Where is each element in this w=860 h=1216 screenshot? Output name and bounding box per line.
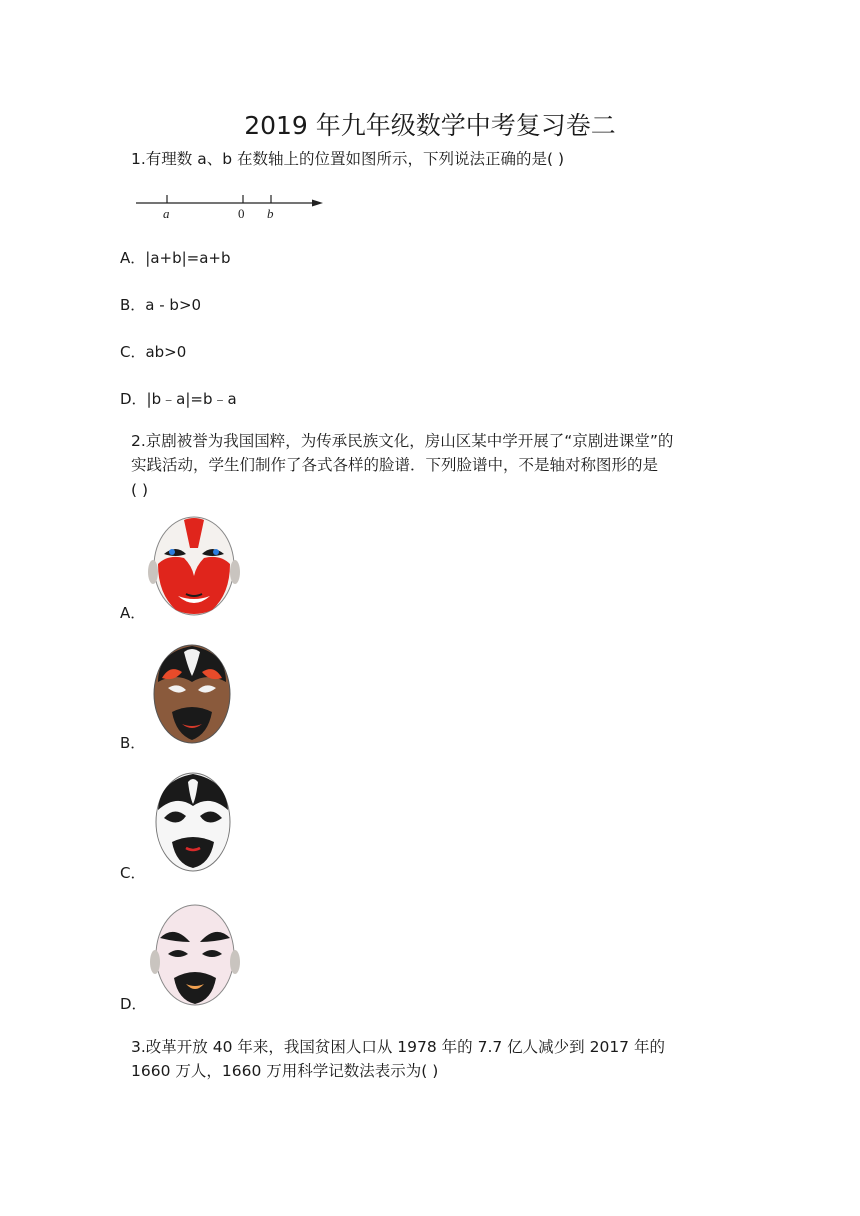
q1-option-c: C．ab>0 <box>120 343 187 361</box>
q1-option-b: B．a - b>0 <box>120 296 202 314</box>
q2-option-c-label: C． <box>120 864 146 882</box>
question-2-stem-line-2: 实践活动，学生们制作了各式各样的脸谱．下列脸谱中，不是轴对称图形的是 <box>131 456 659 474</box>
opera-mask-brown-icon <box>148 642 236 746</box>
opera-mask-red-icon <box>148 514 240 618</box>
label-b: b <box>267 206 274 221</box>
question-2-stem-line-1: 2.京剧被誉为我国国粹，为传承民族文化，房山区某中学开展了“京剧进课堂”的 <box>131 432 674 450</box>
opera-mask-black-white-icon <box>150 770 236 874</box>
page-title: 2019 年九年级数学中考复习卷二 <box>244 111 616 140</box>
opera-mask-pink-icon <box>150 902 240 1008</box>
number-line-arrow-icon <box>312 200 323 207</box>
q1-option-d: D．|b﹣a|=b﹣a <box>120 390 237 408</box>
q2-option-d-label: D． <box>120 995 147 1013</box>
label-zero: 0 <box>238 206 245 221</box>
label-a: a <box>163 206 170 221</box>
question-2-stem-line-3: ( ) <box>131 481 149 499</box>
q2-option-b-label: B． <box>120 734 146 752</box>
q1-option-a: A．|a+b|=a+b <box>120 249 231 267</box>
number-line-figure <box>134 190 326 222</box>
question-3-stem-line-1: 3.改革开放 40 年来，我国贫困人口从 1978 年的 7.7 亿人减少到 2017 年的 <box>131 1038 665 1056</box>
question-3-stem-line-2: 1660 万人，1660 万用科学记数法表示为( ) <box>131 1062 439 1080</box>
question-1-stem: 1.有理数 a、b 在数轴上的位置如图所示，下列说法正确的是( ) <box>131 150 565 168</box>
q2-option-a-label: A． <box>120 604 146 622</box>
